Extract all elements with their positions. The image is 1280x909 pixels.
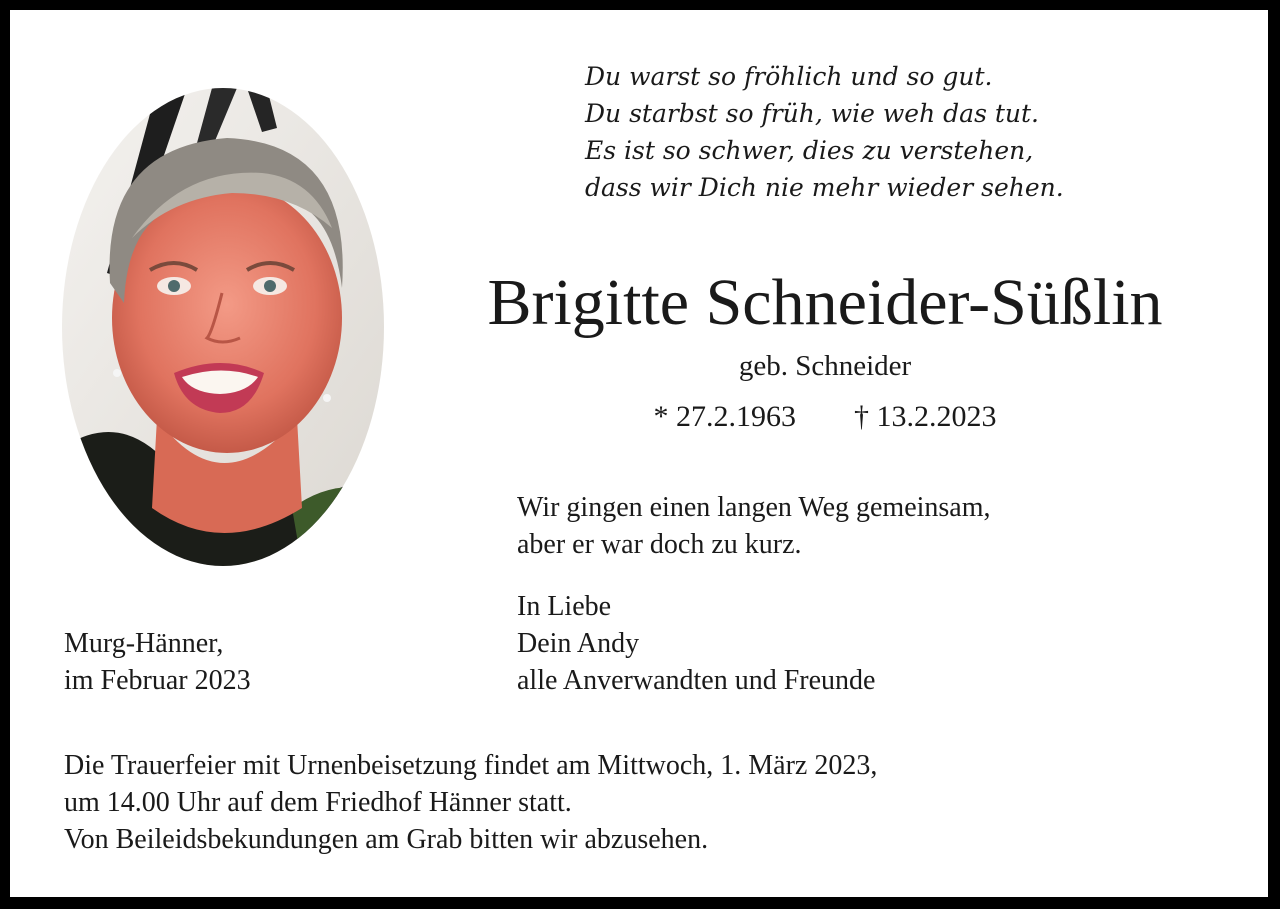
funeral-notice [64,747,877,858]
birth-name: geb. Schneider [738,350,912,382]
signature-line: In Liebe [517,591,612,622]
place-line: Murg-Hänner, [64,628,224,659]
poem-line: Es ist so schwer, dies zu verstehen, [585,136,1034,165]
signature [517,588,875,699]
poem-line: Du warst so fröhlich und so gut. [585,62,993,91]
notice-line: um 14.00 Uhr auf dem Friedhof Hänner statt. [64,787,572,818]
signature-line: Dein Andy [517,628,640,659]
poem-line: dass wir Dich nie mehr wieder sehen. [585,173,1064,202]
deceased-name: Brigitte Schneider-Süßlin [487,266,1163,339]
notice-line: Die Trauerfeier mit Urnenbeisetzung findet am Mittwoch, 1. März 2023, [64,750,878,781]
portrait-photo [62,88,384,566]
death-date: † 13.2.2023 [854,400,997,433]
quote [517,489,991,563]
quote-line: aber er war doch zu kurz. [517,529,802,560]
signature-line: alle Anverwandten und Freunde [517,665,876,696]
quote-line: Wir gingen einen langen Weg gemeinsam, [517,492,991,523]
obituary-card [10,10,1268,897]
poem [585,58,1064,206]
life-dates [430,398,1220,436]
date-line: im Februar 2023 [64,665,251,696]
poem-line: Du starbst so früh, wie weh das tut. [585,99,1039,128]
notice-line: Von Beileidsbekundungen am Grab bitten wir abzusehen. [64,824,709,855]
birth-date: * 27.2.1963 [653,400,796,433]
place-date [64,625,251,699]
